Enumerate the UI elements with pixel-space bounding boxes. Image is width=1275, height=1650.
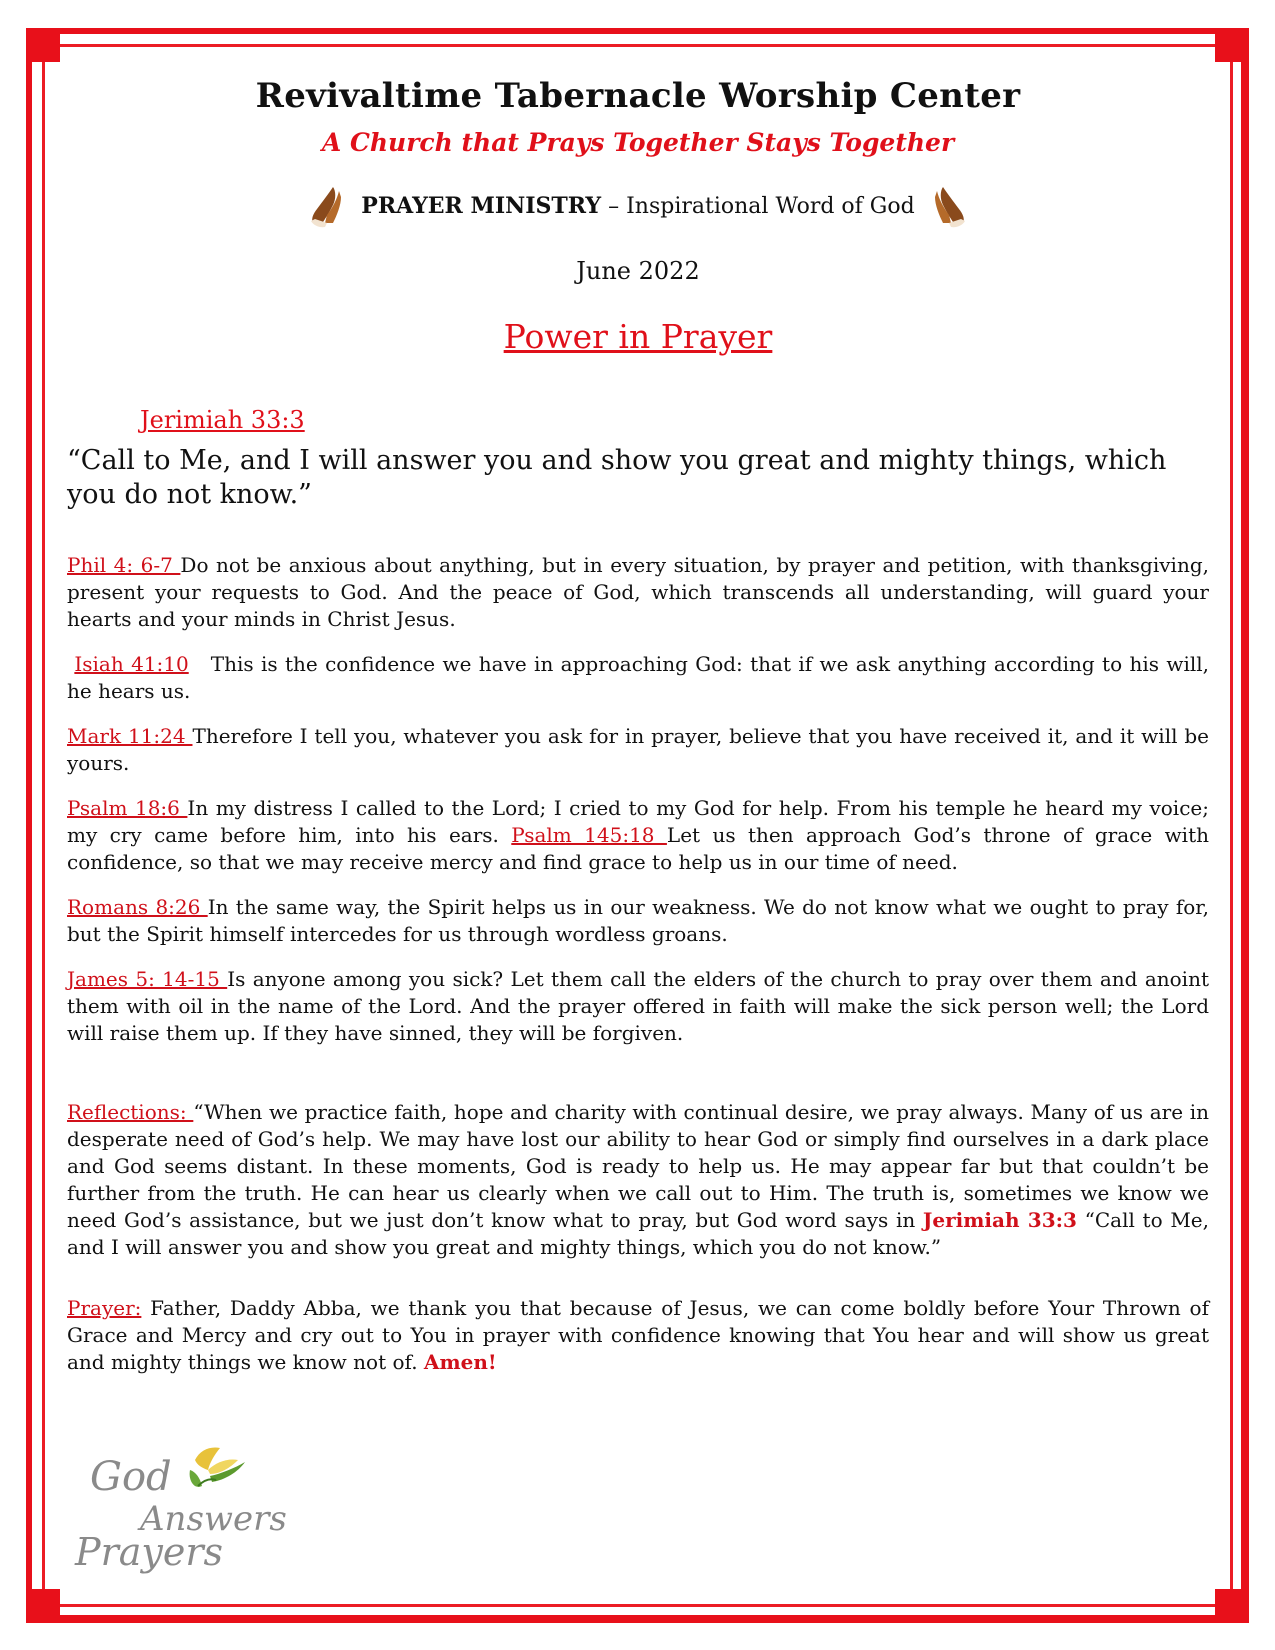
verse-text: Do not be anxious about anything, but in every situation, by prayer and petition, with thanksgiving, present your requests to God. And the peace of God, which transcends all understanding, will guard your hearts and your minds in Christ Jesus.: [67, 553, 1209, 631]
verse-reference: Isiah 41:10: [74, 652, 189, 676]
praying-hands-icon: [927, 183, 973, 229]
reflections-paragraph: [67, 1099, 1209, 1261]
verse-reference: James 5: 14-15: [67, 967, 228, 991]
church-motto: A Church that Prays Together Stays Together: [321, 128, 955, 157]
reflections-reference: Jerimiah 33:3: [922, 1208, 1077, 1232]
prayer-paragraph: [67, 1295, 1209, 1376]
verse-reference: Phil 4: 6-7: [67, 553, 181, 577]
verse-paragraph: [67, 651, 1209, 705]
ministry-title: PRAYER MINISTRY: [361, 193, 602, 219]
ministry-subtitle: – Inspirational Word of God: [601, 194, 915, 219]
logo-word-answers: Answers: [140, 1499, 287, 1539]
verse-paragraph: [67, 795, 1209, 876]
border-corner-tl: [26, 28, 60, 62]
logo-word-prayers: Prayers: [75, 1530, 224, 1574]
verse-text: In the same way, the Spirit helps us in our weakness. We do not know what we ought to pray for, but the Spirit himself intercedes for us through wordless groans.: [67, 895, 1209, 946]
church-name: Revivaltime Tabernacle Worship Center: [255, 76, 1021, 116]
ministry-heading: [67, 183, 1209, 229]
border-corner-bl: [26, 1589, 60, 1623]
key-verse: “Call to Me, and I will answer you and show you great and mighty things, which you do not know.”: [67, 445, 1167, 510]
theme-title: Power in Prayer: [503, 317, 773, 356]
key-verse-reference: Jerimiah 33:3: [140, 406, 305, 434]
border-corner-br: [1215, 1589, 1249, 1623]
verse-paragraph: [67, 552, 1209, 633]
reflections-text: “When we practice faith, hope and charity with continual desire, we pray always. Many of us are in desperate need of God’s help. We may have lost our ability to hear God or simply find ourselves in a dark place and God seems distant. In these moments, God is ready to help us. He may appear far but that couldn’t be further from the truth. He can hear us clearly when we call out to Him. The truth is, sometimes we know we need God’s assistance, but we just don’t know what to pray, but God word says in: [67, 1100, 1209, 1232]
prayer-label: Prayer:: [67, 1296, 142, 1320]
verse-reference: Psalm 18:6: [67, 796, 188, 820]
god-answers-prayers-logo: [70, 1440, 300, 1575]
issue-date: June 2022: [576, 257, 700, 285]
verse-reference: Psalm 145:18: [511, 823, 667, 847]
verse-text: Therefore I tell you, whatever you ask for in prayer, believe that you have received it, and it will be yours.: [67, 724, 1209, 775]
verse-text: This is the confidence we have in approaching God: that if we ask anything according to his will, he hears us.: [67, 652, 1210, 703]
verse-reference: Romans 8:26: [67, 895, 208, 919]
verse-reference: Mark 11:24: [67, 724, 193, 748]
prayer-amen: Amen!: [423, 1350, 497, 1374]
verse-text: Is anyone among you sick? Let them call the elders of the church to pray over them and anoint them with oil in the name of the Lord. And the prayer offered in faith will make the sick person well; the Lord will raise them up. If they have sinned, they will be forgiven.: [67, 967, 1209, 1045]
verse-text: Let us then approach God’s throne of grace with confidence, so that we may receive mercy and find grace to help us in our time of need.: [67, 823, 1210, 874]
verse-paragraph: [67, 966, 1209, 1047]
verse-text: In my distress I called to the Lord; I cried to my God for help. From his temple he heard my voice; my cry came before him, into his ears.: [67, 796, 1209, 847]
border-corner-tr: [1215, 28, 1249, 62]
praying-hands-icon: [303, 183, 349, 229]
reflections-label: Reflections:: [67, 1100, 194, 1124]
logo-word-god: God: [90, 1454, 172, 1500]
prayer-text: Father, Daddy Abba, we thank you that because of Jesus, we can come boldly before Your Thrown of Grace and Mercy and cry out to You in prayer with confidence knowing that You hear and will show us great and mighty things we know not of.: [67, 1296, 1209, 1374]
reflections-text-end: “Call to Me, and I will answer you and show you great and mighty things, which you do not know.”: [67, 1208, 1209, 1259]
verse-paragraph: [67, 723, 1209, 777]
verse-paragraph: [67, 894, 1209, 948]
newsletter-content: [67, 70, 1209, 1376]
